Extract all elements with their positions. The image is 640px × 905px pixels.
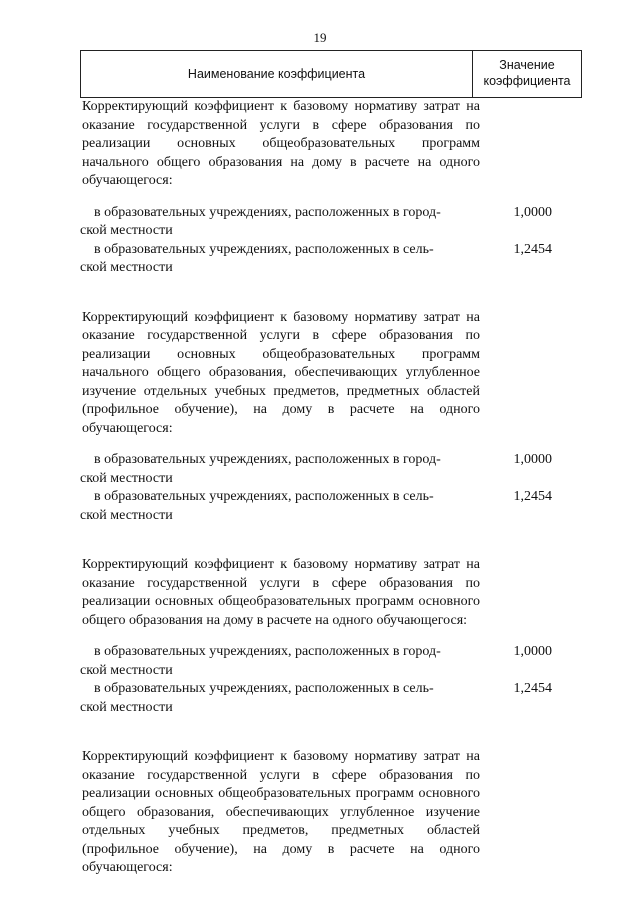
row-label-line1: в образовательных учреждениях, расположенных в сель- (94, 681, 434, 696)
row-label (80, 488, 476, 525)
row-value: 1,0000 (513, 644, 552, 659)
row-value: 1,0000 (513, 204, 552, 220)
block-intro: Корректирующий коэффициент к базовому нормативу затрат на оказание государственной услуги в сфере образования по реализации основных общеобразовательных программ начального общего образования на дому в расчете на одного обучающегося: (82, 99, 480, 188)
row-label (80, 241, 476, 278)
block-intro: Корректирующий коэффициент к базовому нормативу затрат на оказание государственной услуги в сфере образования по реализации основных общеобразовательных программ основного общего образования, обеспечивающих углубленное изучение отдельных учебных предметов, предметных областей (профильное обучение), на дому в расчете на одного обучающегося: (82, 749, 480, 875)
row-label-line1: в образовательных учреждениях, расположенных в город- (94, 452, 441, 467)
header-name-column: Наименование коэффициента (81, 51, 473, 97)
header-value-line2: коэффициента (483, 74, 571, 88)
row-label-line1: в образовательных учреждениях, расположенных в город- (94, 644, 441, 659)
block-rows (80, 643, 582, 717)
row-label (80, 204, 476, 241)
row-value: 1,0000 (513, 452, 552, 467)
table-row (80, 451, 582, 488)
header-value-line1: Значение (499, 58, 555, 73)
table-body (80, 98, 582, 878)
row-label (80, 680, 476, 717)
row-label-line2: ской местности (80, 507, 173, 523)
row-label (80, 451, 476, 488)
coefficient-block (80, 98, 582, 278)
page-number: 19 (313, 30, 327, 45)
table-row (80, 204, 582, 241)
block-rows (80, 204, 582, 278)
table-row (80, 643, 582, 680)
header-value-column (473, 51, 581, 97)
block-rows (80, 451, 582, 525)
block-intro: Корректирующий коэффициент к базовому нормативу затрат на оказание государственной услуги в сфере образования по реализации основных общеобразовательных программ начального общего образования, обеспечивающих углубленное изучение отдельных учебных предметов, предметных областей (профильное обучение), на дому в расчете на одного обучающегося: (82, 309, 480, 436)
row-value: 1,2454 (513, 681, 552, 696)
table-row (80, 488, 582, 525)
row-label (80, 643, 476, 680)
row-label-line1: в образовательных учреждениях, расположенных в город- (94, 204, 441, 220)
block-intro: Корректирующий коэффициент к базовому нормативу затрат на оказание государственной услуги в сфере образования по реализации основных общеобразовательных программ основного общего образования на дому в расчете на одного обучающегося: (82, 557, 480, 628)
row-label-line1: в образовательных учреждениях, расположенных в сель- (94, 241, 434, 257)
row-label-line2: ской местности (80, 662, 173, 678)
table-header (80, 50, 582, 98)
table-row (80, 241, 582, 278)
table-row (80, 680, 582, 717)
row-label-line1: в образовательных учреждениях, расположенных в сель- (94, 489, 434, 504)
row-value: 1,2454 (513, 489, 552, 504)
row-value: 1,2454 (513, 241, 552, 257)
coefficient-block (80, 309, 582, 526)
row-label-line2: ской местности (80, 223, 173, 238)
row-label-line2: ской местности (80, 260, 173, 275)
coefficient-block (80, 556, 582, 717)
coefficient-block (80, 748, 582, 878)
row-label-line2: ской местности (80, 699, 173, 715)
row-label-line2: ской местности (80, 470, 173, 486)
